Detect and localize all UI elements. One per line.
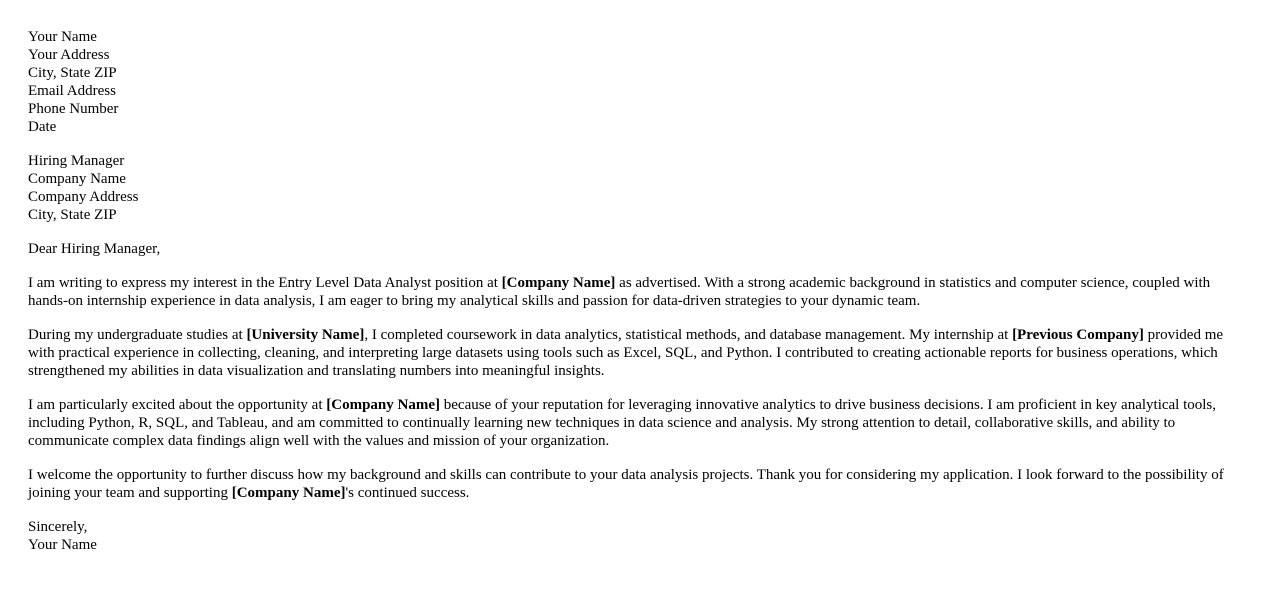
closing-block — [28, 518, 1238, 554]
recipient-address-block — [28, 152, 1238, 224]
sender-city-state-zip: City, State ZIP — [28, 65, 117, 81]
letter-date: Date — [28, 119, 57, 135]
placeholder-company-name: [Company Name] — [326, 397, 440, 413]
recipient-title: Hiring Manager — [28, 153, 125, 169]
body-paragraph-motivation — [28, 396, 1238, 450]
paragraph-text: I welcome the opportunity to further discuss how my background and skills can contribute to your data analysis projects. Thank you for considering my application. I look forward to the possibility of joining your team and supporting — [28, 467, 1224, 501]
placeholder-company-name: [Company Name] — [231, 485, 346, 501]
sender-address: Your Address — [28, 47, 110, 63]
paragraph-text: I am particularly excited about the opportunity at — [28, 397, 327, 413]
signature-name: Your Name — [28, 537, 97, 553]
sender-phone: Phone Number — [28, 101, 119, 117]
paragraph-text: During my undergraduate studies at — [28, 327, 247, 343]
sender-address-block — [28, 28, 1238, 136]
body-paragraph-intro — [28, 274, 1238, 310]
salutation — [28, 240, 1238, 258]
paragraph-text: I am writing to express my interest in the Entry Level Data Analyst position at — [28, 275, 502, 291]
body-paragraph-experience — [28, 326, 1238, 380]
recipient-address: Company Address — [28, 189, 139, 205]
paragraph-text: as advertised. With a strong academic background in statistics and computer science, coupled with hands-on internship experience in data analysis, I am eager to bring my analytical skills and passion for data-driven strategies to your dynamic team. — [28, 275, 1211, 309]
paragraph-text: , I completed coursework in data analytics, statistical methods, and database management. My internship at — [364, 327, 1013, 343]
placeholder-previous-company: [Previous Company] — [1012, 327, 1144, 343]
paragraph-text: 's continued success. — [345, 485, 470, 501]
paragraph-text: provided me with practical experience in collecting, cleaning, and interpreting large datasets using tools such as Excel, SQL, and Python. I contributed to creating actionable reports for business operations, which strengthened my abilities in data visualization and translating numbers into meaningful insights. — [28, 327, 1224, 379]
paragraph-text: because of your reputation for leveraging innovative analytics to drive business decisions. I am proficient in key analytical tools, including Python, R, SQL, and Tableau, and am committed to continually learning new techniques in data science and analysis. My strong attention to detail, collaborative skills, and ability to communicate complex data findings align well with the values and mission of your organization. — [28, 397, 1217, 449]
closing-phrase: Sincerely, — [28, 519, 88, 535]
placeholder-company-name: [Company Name] — [501, 275, 616, 291]
salutation-text: Dear Hiring Manager, — [28, 241, 161, 257]
placeholder-university-name: [University Name] — [246, 327, 365, 343]
sender-email: Email Address — [28, 83, 116, 99]
body-paragraph-closing — [28, 466, 1238, 502]
recipient-city-state-zip: City, State ZIP — [28, 207, 117, 223]
recipient-company: Company Name — [28, 171, 126, 187]
cover-letter — [28, 28, 1238, 570]
sender-name: Your Name — [28, 29, 97, 45]
